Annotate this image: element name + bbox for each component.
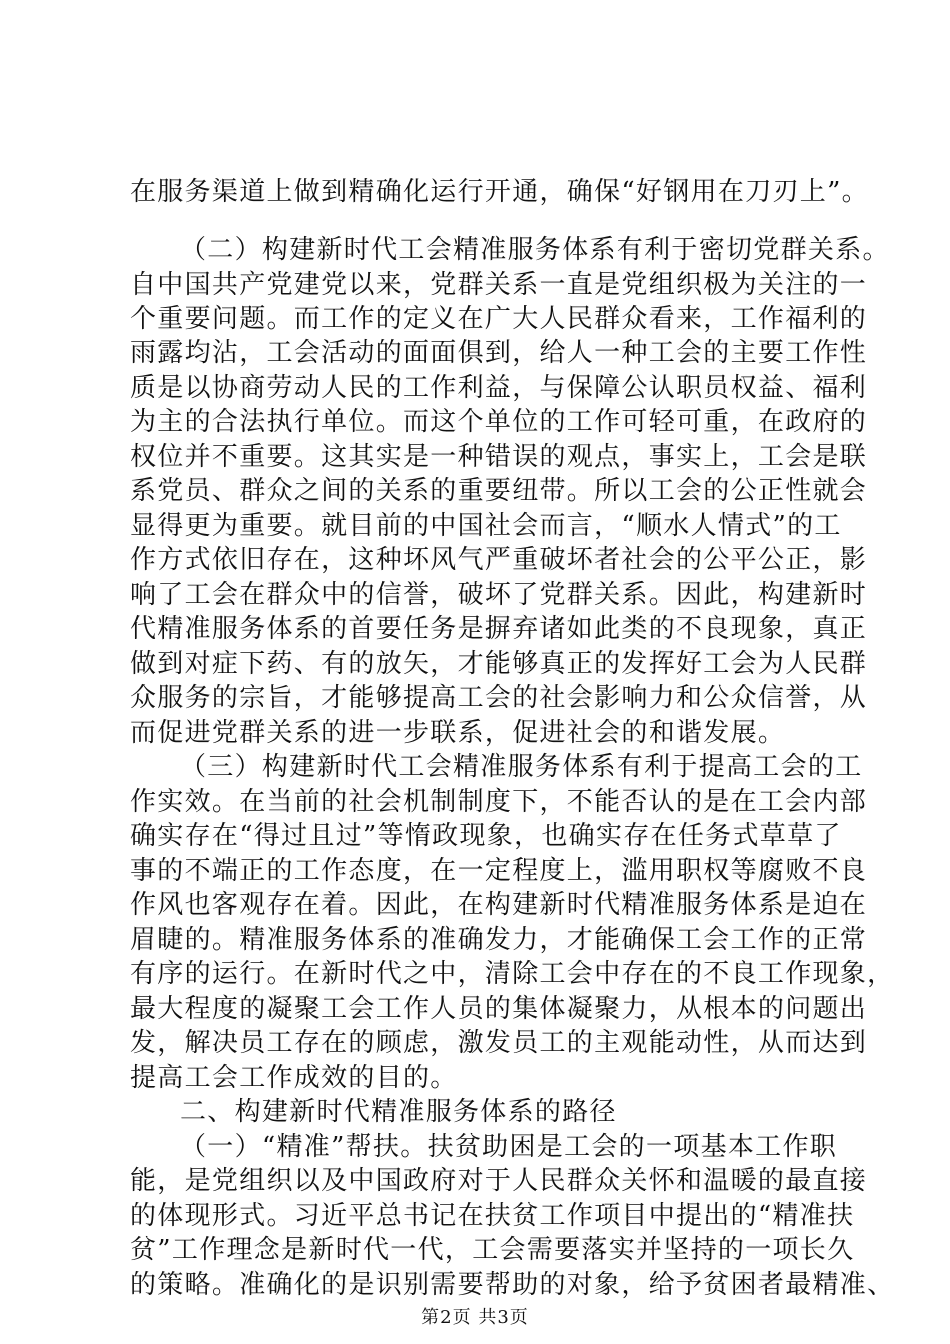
text-line: 的策略。准确化的是识别需要帮助的对象，给予贫困者最精准、 bbox=[130, 1270, 895, 1300]
text-line: 为主的合法执行单位。而这个单位的工作可轻可重，在政府的 bbox=[130, 407, 868, 437]
text-line: 个重要问题。而工作的定义在广大人民群众看来，工作福利的 bbox=[130, 304, 868, 334]
text-line: 能，是党组织以及中国政府对于人民群众关怀和温暖的最直接 bbox=[130, 1166, 868, 1196]
text-line: 显得更为重要。就目前的中国社会而言，“顺水人情式”的工 bbox=[130, 511, 842, 541]
text-line: 权位并不重要。这其实是一种错误的观点，事实上，工会是联 bbox=[130, 442, 868, 472]
text-line: 做到对症下药、有的放矢，才能够真正的发挥好工会为人民群 bbox=[130, 649, 868, 679]
text-line: 确实存在“得过且过”等惰政现象，也确实存在任务式草草了 bbox=[130, 821, 842, 851]
text-line: 自中国共产党建党以来，党群关系一直是党组织极为关注的一 bbox=[130, 270, 868, 300]
text-line: 最大程度的凝聚工会工作人员的集体凝聚力，从根本的问题出 bbox=[130, 994, 868, 1024]
text-line: 眉睫的。精准服务体系的准确发力，才能确保工会工作的正常 bbox=[130, 925, 868, 955]
text-line: 响了工会在群众中的信誉，破坏了党群关系。因此，构建新时 bbox=[130, 580, 868, 610]
text-line: 作方式依旧存在，这种坏风气严重破坏者社会的公平公正，影 bbox=[130, 545, 868, 575]
text-line: 众服务的宗旨，才能够提高工会的社会影响力和公众信誉，从 bbox=[130, 683, 868, 713]
text-line: 作实效。在当前的社会机制制度下，不能否认的是在工会内部 bbox=[130, 787, 868, 817]
text-line: 雨露均沾，工会活动的面面俱到，给人一种工会的主要工作性 bbox=[130, 338, 868, 368]
text-line: 提高工会工作成效的目的。 bbox=[130, 1063, 458, 1093]
text-line: 有序的运行。在新时代之中，清除工会中存在的不良工作现象， bbox=[130, 959, 895, 989]
text-line: 事的不端正的工作态度，在一定程度上，滥用职权等腐败不良 bbox=[130, 856, 868, 886]
text-line: 在服务渠道上做到精确化运行开通，确保“好钢用在刀刃上”。 bbox=[130, 177, 869, 207]
text-line: 的体现形式。习近平总书记在扶贫工作项目中提出的“精准扶 bbox=[130, 1201, 855, 1231]
text-line: 代精准服务体系的首要任务是摒弃诸如此类的不良现象，真正 bbox=[130, 614, 868, 644]
text-line: 发，解决员工存在的顾虑，激发员工的主观能动性，从而达到 bbox=[130, 1028, 868, 1058]
text-line: 而促进党群关系的进一步联系，促进社会的和谐发展。 bbox=[130, 718, 786, 748]
text-line: 贫”工作理念是新时代一代，工会需要落实并坚持的一项长久 bbox=[130, 1235, 855, 1265]
text-line: （二）构建新时代工会精准服务体系有利于密切党群关系。 bbox=[180, 235, 890, 265]
text-line: 作风也客观存在着。因此，在构建新时代精准服务体系是迫在 bbox=[130, 890, 868, 920]
section-heading: 二、构建新时代精准服务体系的路径 bbox=[180, 1097, 617, 1127]
text-line: （一）“精准”帮扶。扶贫助困是工会的一项基本工作职 bbox=[180, 1132, 838, 1162]
text-line: （三）构建新时代工会精准服务体系有利于提高工会的工 bbox=[180, 752, 863, 782]
text-line: 质是以协商劳动人民的工作利益，与保障公认职员权益、福利 bbox=[130, 373, 868, 403]
page-footer: 第2页 共3页 bbox=[421, 1307, 529, 1328]
text-line: 系党员、群众之间的关系的重要纽带。所以工会的公正性就会 bbox=[130, 476, 868, 506]
